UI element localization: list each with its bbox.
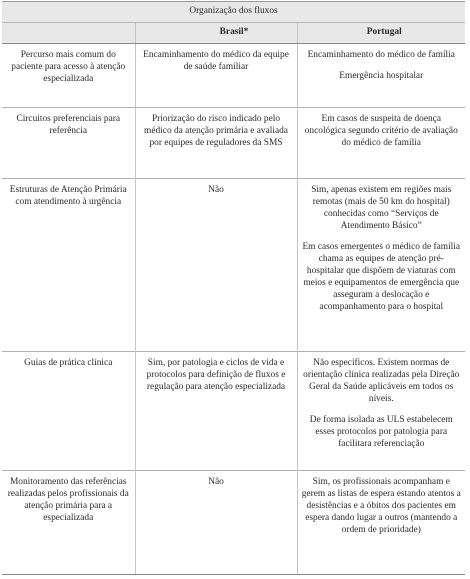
brasil-cell <box>135 179 297 352</box>
row-label: Guias de prática clínica <box>2 352 135 471</box>
cell-paragraph: Não <box>208 185 224 195</box>
cell-paragraph: Priorização do risco indicado pelo médico da atenção primária e avaliada por equipes de reguladores da SMS <box>144 114 288 148</box>
portugal-cell <box>297 471 465 575</box>
cell-paragraph: Emergência hospitalar <box>339 71 424 81</box>
brasil-cell <box>135 352 297 471</box>
cell-paragraph: Encaminhamento do médico de família <box>307 50 455 60</box>
row-label: Circuitos preferenciais para referência <box>2 108 135 179</box>
row-label: Monitoramento das referências realizadas pelos profissionais da atenção primária para a especializada <box>2 471 135 575</box>
table-title-row <box>2 2 465 23</box>
table-row <box>2 471 465 575</box>
cell-paragraph: Sim, apenas existem em regiões mais remotas (mais de 50 km do hospital) conhecidas como “Serviços de Atendimento Básico” <box>311 185 452 231</box>
column-header-criteria <box>2 23 135 44</box>
column-header-portugal: Portugal <box>297 23 465 44</box>
brasil-cell <box>135 108 297 179</box>
table-row <box>2 352 465 471</box>
cell-paragraph: Em casos emergentes o médico de família chama as equipes de atenção pré-hospitalar que dispõem de viaturas com meios e equipamentos de emergência que asseguram a deslocação e acompanhamento para o hospital <box>302 242 461 312</box>
brasil-cell <box>135 44 297 108</box>
portugal-cell <box>297 108 465 179</box>
column-header-row <box>2 23 465 44</box>
table-row <box>2 108 465 179</box>
cell-paragraph: Não específicos. Existem normas de orientação clínica realizadas pela Direção Geral da Saúde aplicáveis em todos os níveis. <box>303 358 460 404</box>
column-header-brasil: Brasil* <box>135 23 297 44</box>
portugal-cell <box>297 179 465 352</box>
table-title: Organização dos fluxos <box>2 2 465 23</box>
table-row <box>2 179 465 352</box>
portugal-cell <box>297 44 465 108</box>
cell-paragraph: Sim, os profissionais acompanham e gerem as listas de espera estando atentos a desistências e a óbitos dos pacientes em espera dando lugar a outros (mantendo a ordem de prioridade) <box>301 477 461 535</box>
row-label: Estruturas de Atenção Primária com atendimento à urgência <box>2 179 135 352</box>
portugal-cell <box>297 352 465 471</box>
cell-paragraph: Em casos de suspeita de doença oncológica segundo critério de avaliação do médico de família <box>304 114 458 148</box>
cell-paragraph: De forma isolada as ULS estabelecem esses protocolos por patologia para facilitara referenciação <box>309 415 453 449</box>
cell-paragraph: Não <box>208 477 224 487</box>
row-label: Percurso mais comum do paciente para acesso à atenção especializada <box>2 44 135 108</box>
cell-paragraph: Encaminhamento do médico da equipe de saúde familiar <box>143 50 289 72</box>
comparison-table <box>2 1 465 575</box>
cell-paragraph: Sim, por patologia e ciclos de vida e protocolos para definição de fluxos e regulação para atenção especializada <box>146 358 286 392</box>
brasil-cell <box>135 471 297 575</box>
table-row <box>2 44 465 108</box>
